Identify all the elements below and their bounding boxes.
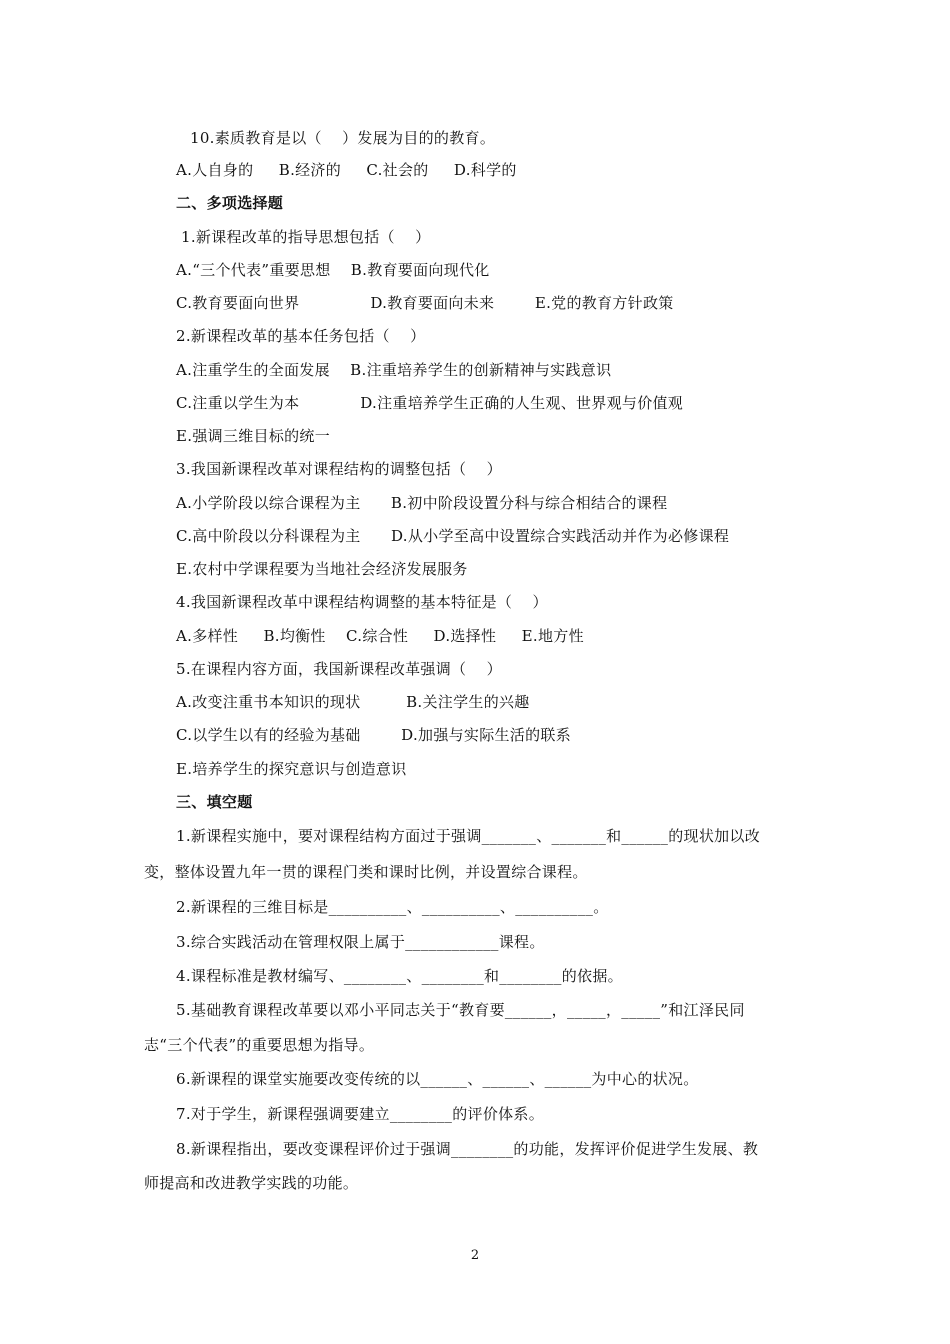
fill-q8-line-2: 师提高和改进教学实践的功能。 <box>144 1174 359 1192</box>
question-10-stem: 10.素质教育是以（ ）发展为目的的教育。 <box>190 129 496 147</box>
section-2-title: 二、多项选择题 <box>176 194 284 212</box>
mc-q2-options-2: C.注重以学生为本 D.注重培养学生正确的人生观、世界观与价值观 <box>176 394 684 412</box>
fill-q8-line-1: 8.新课程指出，要改变课程评价过于强调________的功能，发挥评价促进学生发展、教 <box>176 1140 759 1158</box>
mc-q3-options-1: A.小学阶段以综合课程为主 B.初中阶段设置分科与综合相结合的课程 <box>176 494 668 512</box>
mc-q2-options-1: A.注重学生的全面发展 B.注重培养学生的创新精神与实践意识 <box>176 361 612 379</box>
mc-q4-stem: 4.我国新课程改革中课程结构调整的基本特征是（ ） <box>176 593 548 611</box>
question-10-options: A.人自身的 B.经济的 C.社会的 D.科学的 <box>176 161 517 179</box>
mc-q5-stem: 5.在课程内容方面，我国新课程改革强调（ ） <box>176 660 502 678</box>
mc-q2-options-3: E.强调三维目标的统一 <box>176 427 331 445</box>
fill-q7: 7.对于学生，新课程强调要建立________的评价体系。 <box>176 1105 545 1123</box>
mc-q3-stem: 3.我国新课程改革对课程结构的调整包括（ ） <box>176 460 502 478</box>
mc-q1-options-2: C.教育要面向世界 D.教育要面向未来 E.党的教育方针政策 <box>176 294 674 312</box>
fill-q1-line-1: 1.新课程实施中，要对课程结构方面过于强调_______、_______和______的现状加以改 <box>176 827 761 845</box>
fill-q5-line-2: 志“三个代表”的重要思想为指导。 <box>144 1036 375 1054</box>
mc-q1-options-1: A.“三个代表”重要思想 B.教育要面向现代化 <box>176 261 490 279</box>
mc-q1-stem: 1.新课程改革的指导思想包括（ ） <box>181 228 431 246</box>
mc-q4-options-1: A.多样性 B.均衡性 C.综合性 D.选择性 E.地方性 <box>176 627 584 645</box>
page-number: 2 <box>470 1248 480 1263</box>
fill-q1-line-2: 变，整体设置九年一贯的课程门类和课时比例，并设置综合课程。 <box>144 863 588 881</box>
fill-q5-line-1: 5.基础教育课程改革要以邓小平同志关于“教育要______，_____，_____”和江泽民同 <box>176 1001 745 1019</box>
fill-q6: 6.新课程的课堂实施要改变传统的以______、______、______为中心的状况。 <box>176 1070 699 1088</box>
mc-q3-options-3: E.农村中学课程要为当地社会经济发展服务 <box>176 560 468 578</box>
mc-q5-options-1: A.改变注重书本知识的现状 B.关注学生的兴趣 <box>176 693 530 711</box>
fill-q2: 2.新课程的三维目标是__________、__________、__________。 <box>176 898 609 916</box>
mc-q5-options-2: C.以学生以有的经验为基础 D.加强与实际生活的联系 <box>176 726 572 744</box>
fill-q3: 3.综合实践活动在管理权限上属于____________课程。 <box>176 933 545 951</box>
fill-q4: 4.课程标准是教材编写、________、________和________的依据。 <box>176 967 623 985</box>
section-3-title: 三、填空题 <box>176 793 253 811</box>
mc-q2-stem: 2.新课程改革的基本任务包括（ ） <box>176 327 426 345</box>
mc-q5-options-3: E.培养学生的探究意识与创造意识 <box>176 760 407 778</box>
mc-q3-options-2: C.高中阶段以分科课程为主 D.从小学至高中设置综合实践活动并作为必修课程 <box>176 527 730 545</box>
